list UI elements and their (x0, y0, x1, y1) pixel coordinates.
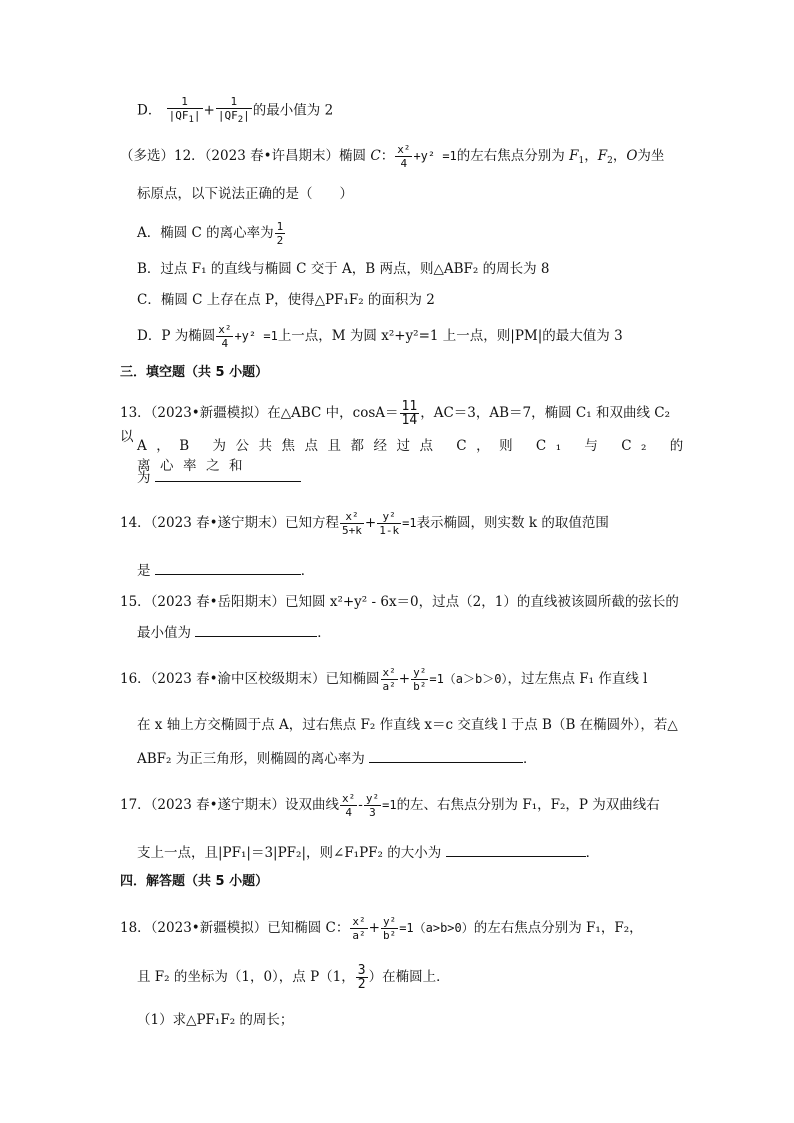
answer-blank[interactable] (195, 622, 317, 637)
denominator: 2 (276, 234, 284, 247)
q11-option-d (137, 95, 697, 127)
q18-line2 (137, 964, 697, 991)
fraction (216, 323, 233, 350)
q16-line2: 在 x 轴上方交椭圆于点 A，过右焦点 F₂ 作直线 x＝c 交直线 l 于点 B（B 在椭圆外），若△ (137, 717, 678, 733)
equation: +y² =1 (413, 149, 457, 163)
equation: +y² =1 (234, 329, 278, 343)
fraction (377, 510, 401, 537)
den-bar: | (243, 109, 250, 122)
q15-line2 (137, 622, 697, 643)
denominator: 3 (369, 806, 376, 819)
fraction (216, 95, 252, 127)
q12-option-d (137, 323, 697, 350)
answer-blank[interactable] (446, 842, 586, 857)
fraction (381, 666, 398, 693)
answer-blank[interactable] (155, 467, 301, 482)
denominator: $|QF_2|$ (217, 109, 250, 125)
numerator: x² (352, 915, 366, 928)
period: ． (523, 751, 537, 767)
denominator: 5+k (342, 524, 362, 537)
q17-line1 (120, 792, 680, 819)
q13-line2: A，B 为公共焦点且都经过点 C，则 C₁ 与 C₂ 的离心率之和 (137, 438, 693, 474)
period: ． (300, 563, 315, 579)
q12-stem-line1: （多选）12．（2023 春•许昌期末）椭圆 C： $\frac{\text{x²}}{4}$ +y² =1的左右焦点分别为 $F_1$，$F_2$，O为坐 (120, 143, 665, 170)
question-text: ABF₂ 为正三角形，则椭圆的离心率为 (137, 751, 365, 767)
question-text: 支上一点，且|PF₁|＝3|PF₂|，则∠F₁PF₂ 的大小为 (137, 845, 442, 861)
question-text: 的左、右焦点分别为 F₁，F₂，P 为双曲线右 (396, 797, 660, 813)
denominator: a² (352, 929, 366, 942)
q14-line2 (137, 560, 697, 581)
question-text: 17．（2023 春•遂宁期末）设双曲线 (120, 797, 340, 813)
answer-blank[interactable] (155, 560, 301, 575)
denominator: 4 (345, 806, 352, 819)
question-text: 为 (137, 470, 151, 486)
q18-line1: 18．（2023•新疆模拟）已知椭圆 C： $\frac{\text{x²}}{\text{a²}}$ + $\frac{\text{y²}}{\text{b²}}$ =1（a>b>0）的左右焦点分别为 F₁，F₂， (120, 915, 643, 942)
equation: =1（a＞b＞0） (429, 672, 508, 686)
denominator: b² (413, 680, 427, 693)
fraction (395, 143, 412, 170)
section-heading-fill-blank: 三．填空题（共 5 小题） (120, 365, 269, 380)
question-text: 的左右焦点分别为 F₁，F₂， (473, 920, 643, 936)
q15-line1: 15．（2023 春•岳阳期末）已知圆 x²+y² - 6x＝0，过点（2，1）的直线被该圆所截的弦长的 (120, 594, 679, 610)
numerator: y² (413, 666, 427, 679)
fraction (411, 666, 428, 693)
numerator: 3 (357, 963, 366, 978)
option-text: D．P 为椭圆 (137, 328, 216, 344)
plus: + (203, 102, 215, 119)
question-text: 13．（2023•新疆模拟）在△ABC 中，cosA＝ (120, 405, 399, 421)
question-text: 最小值为 (137, 625, 191, 641)
numerator: 1 (276, 220, 284, 233)
numerator: x² (340, 510, 364, 524)
question-text: ，过左焦点 F₁ 作直线 l (507, 671, 648, 687)
var: C (370, 148, 381, 164)
den-text: |QF (217, 109, 238, 122)
question-text: ，AC＝3，AB＝7，椭圆 C₁ 和双曲线 C₂ 以 (120, 405, 670, 445)
fraction (167, 95, 203, 127)
var: F (569, 148, 579, 164)
option-text: A．椭圆 C 的离心率为 (137, 225, 274, 241)
den-text: |QF (168, 109, 189, 122)
fraction (275, 220, 286, 247)
q17-line2 (137, 842, 697, 863)
numerator: x² (397, 143, 411, 156)
fraction (364, 792, 381, 819)
denominator: 1-k (379, 524, 400, 537)
var: F (597, 148, 608, 164)
numerator: 11 (401, 399, 418, 414)
fraction (381, 915, 398, 942)
fraction (340, 792, 357, 819)
denominator: $|QF_1|$ (168, 109, 201, 125)
den-bar: | (193, 109, 201, 122)
fraction (350, 915, 367, 942)
question-text: 16．（2023 春•渝中区校级期末）已知椭圆 (120, 671, 380, 687)
colon: ： (380, 148, 395, 164)
question-text: 为坐 (637, 148, 665, 164)
question-text: ）在椭圆上． (368, 969, 450, 985)
numerator: y² (377, 510, 401, 524)
denominator: b² (382, 929, 397, 942)
denominator: 14 (401, 413, 418, 428)
q12-stem-line2: 标原点，以下说法正确的是（ ） (137, 186, 353, 202)
q18-sub1: （1）求△PF₁F₂ 的周长； (137, 1012, 294, 1028)
equation: =1 (402, 516, 417, 530)
numerator: x² (218, 323, 232, 336)
denominator: 4 (400, 157, 408, 170)
period: ． (585, 845, 600, 861)
fraction (356, 964, 368, 991)
question-text: （多选）12．（2023 春•许昌期末）椭圆 (120, 148, 371, 164)
denominator: a² (382, 680, 396, 693)
option-text: 的最小值为 2 (252, 102, 334, 119)
var: O (626, 148, 638, 164)
fraction (340, 510, 364, 537)
period: ． (317, 625, 331, 641)
q14-line1: 14．（2023 春•遂宁期末）已知方程 $\frac{\text{x²}}{5+k}$ + $\frac{\text{y²}}{1-k}$ =1表示椭圆，则实数 k 的取值范围 (120, 510, 609, 537)
q12-option-a (137, 220, 697, 247)
q12-option-b: B．过点 F₁ 的直线与椭圆 C 交于 A，B 两点，则△ABF₂ 的周长为 8 (137, 261, 550, 277)
numerator: 1 (167, 95, 203, 109)
q13-line3 (137, 467, 697, 488)
denominator: 2 (357, 977, 366, 992)
equation: =1（a>b>0） (399, 921, 474, 935)
answer-blank[interactable] (369, 748, 523, 763)
option-text: 上一点，M 为圆 x²+y²=1 上一点，则|PM|的最大值为 3 (277, 328, 623, 344)
numerator: y² (365, 792, 380, 805)
q16-line3 (137, 748, 697, 769)
option-label: D． (137, 102, 162, 119)
question-text: 是 (137, 563, 151, 579)
question-text: 的左右焦点分别为 (456, 148, 570, 164)
equation: =1 (382, 798, 397, 812)
numerator: x² (342, 792, 356, 805)
question-text: 18．（2023•新疆模拟）已知椭圆 C： (120, 920, 350, 936)
fraction (400, 400, 420, 427)
numerator: x² (382, 666, 396, 679)
denominator: 4 (221, 337, 229, 350)
q16-line1: 16．（2023 春•渝中区校级期末）已知椭圆 $\frac{\text{x²}}{\text{a²}}$ + $\frac{\text{y²}}{\text{b²}}$ =1（a＞b＞0），过左焦点 F₁ 作直线 l (120, 666, 648, 693)
question-text: 且 F₂ 的坐标为（1，0），点 P（1， (137, 969, 355, 985)
section-heading-solution: 四．解答题（共 5 小题） (120, 874, 269, 889)
minus: - (358, 797, 363, 813)
q12-option-c: C．椭圆 C 上存在点 P，使得△PF₁F₂ 的面积为 2 (137, 292, 435, 308)
question-text: 表示椭圆，则实数 k 的取值范围 (416, 515, 609, 531)
numerator: 1 (216, 95, 252, 109)
numerator: y² (382, 915, 397, 928)
question-text: 14．（2023 春•遂宁期末）已知方程 (120, 515, 340, 531)
